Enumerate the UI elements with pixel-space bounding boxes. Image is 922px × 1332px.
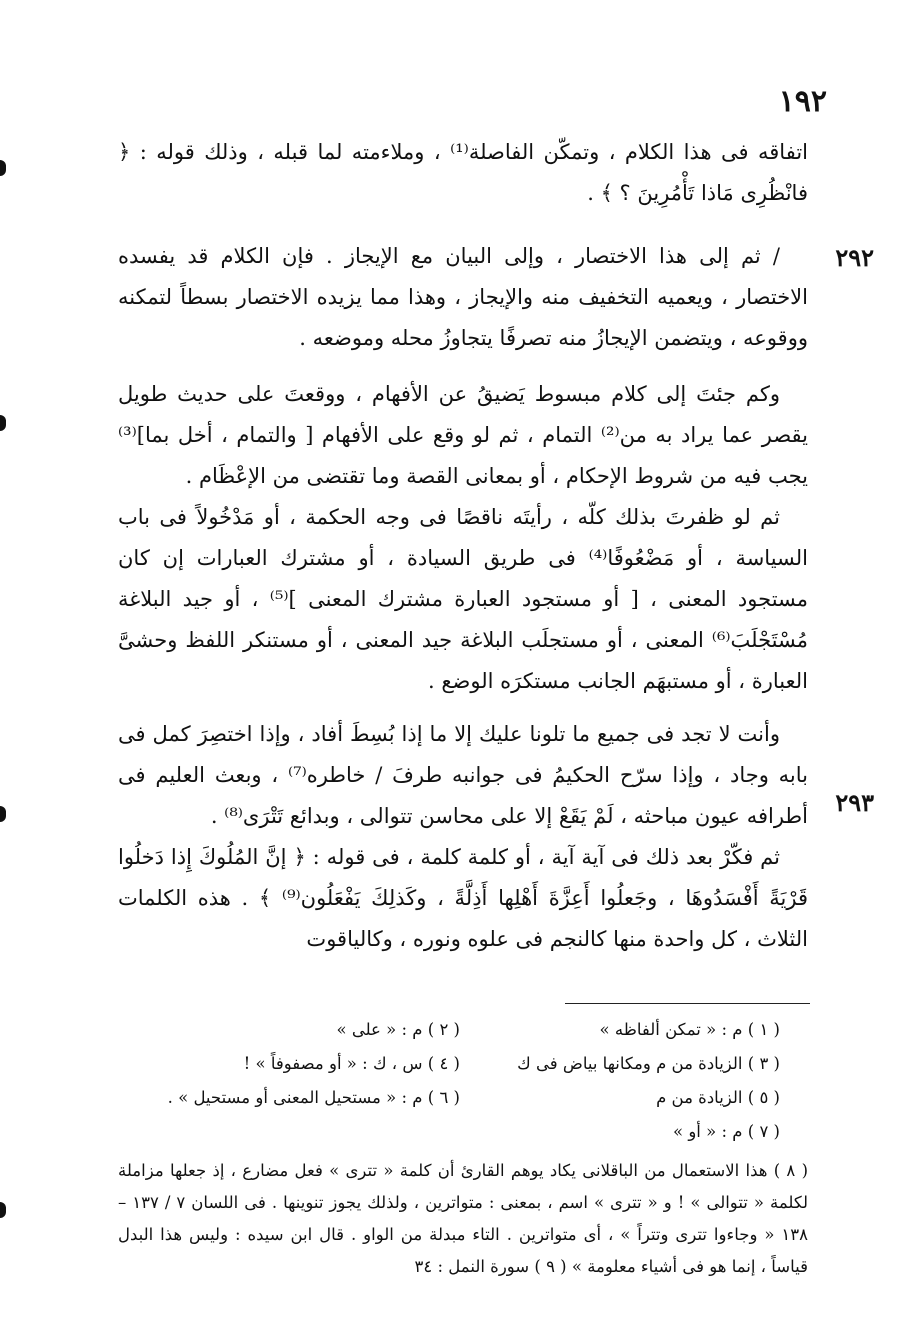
footnote: ( ٢ ) م : « على » [336, 1020, 460, 1039]
paragraph: ثم لو ظفرتَ بذلك كلّه ، رأيتَه ناقصًا فى وجه الحكمة ، أو مَدْخُولاً فى باب السياسة ، أو مَضْعُوفًا⁽⁴⁾ فى طريق السيادة ، أو مشترك العبارات إن كان مستجود المعنى ، [ أو مستجود العبارة مشترك المعنى ]⁽⁵⁾ ، أو جيد البلاغة مُسْتَجْلَبَ⁽⁶⁾ المعنى ، أو مستجلَب البلاغة جيد المعنى ، أو مستنكر اللفظ وحشىَّ العبارة ، أو مستبهَم الجانب مستكرَه الوضع . [118, 505, 809, 693]
paragraph: وأنت لا تجد فى جميع ما تلونا عليك إلا ما إذا بُسِطَ أفاد ، وإذا اختصِرَ كمل فى بابه وجاد ، وإذا سرّح الحكيمُ فى جوانبه طرفَ / خاطره⁽⁷⁾ ، وبعث العليم فى أطرافه عيون مباحثه ، لَمْ يَقَعْ إلا على محاسن تتوالى ، وبدائع تَتْرَى⁽⁸⁾ . [118, 722, 809, 828]
footnote: ( ٣ ) الزيادة من م ومكانها بياض فى ك [517, 1054, 780, 1073]
footnote-row [140, 1115, 780, 1149]
footnote-row [140, 1013, 780, 1047]
footnotes-short [140, 1013, 780, 1149]
footnote-separator [565, 1003, 810, 1004]
paragraph: وكم جئتَ إلى كلام مبسوط يَضيقُ عن الأفهام ، ووقعتَ على حديث طويل يقصر عما يراد به من⁽²⁾ التمام ، ثم لو وقع على الأفهام [ والتمام ، أخل بما]⁽³⁾ يجب فيه من شروط الإحكام ، أو بمعانى القصة وما تقتضى من الإعْظَام . [118, 382, 809, 488]
footnote: ( ١ ) م : « تمكن ألفاظه » [599, 1020, 780, 1039]
footnote: ( ٨ ) هذا الاستعمال من الباقلانى يكاد يوهم القارئ أن كلمة « تترى » فعل مضارع ، إذ جعلها مزاملة لكلمة « تتوالى » ! و « تترى » اسم ، بمعنى : متواترين ، ولذلك يجوز تنوينها . فى اللسان ٧ / ١٣٧ – ١٣٨ « وجاءوا تترى وتتراً » ، أى متواترين . التاء مبدلة من الواو . قال ابن سيده : وليس هذا البدل قياساً ، إنما هو فى أشياء معلومة » ( ٩ ) سورة النمل : ٣٤ [118, 1161, 809, 1276]
scan-edge-mark [0, 415, 6, 431]
paragraph-block [118, 236, 808, 359]
paragraph: / ثم إلى هذا الاختصار ، وإلى البيان مع الإيجاز . فإن الكلام قد يفسده الاختصار ، ويعميه التخفيف منه والإيجاز ، وهذا مما يزيده الاختصار بسطاً لتمكنه ووقوعه ، ويتضمن الإيجازُ منه تصرفًا يتجاوزُ محله وموضعه . [118, 244, 808, 350]
paragraph-block [118, 132, 808, 214]
scan-edge-mark [0, 1202, 6, 1218]
page-number: ١٩٢ [778, 84, 827, 119]
footnote [140, 1115, 460, 1149]
footnote: ( ٥ ) الزيادة من م [656, 1088, 780, 1107]
footnote-row [140, 1081, 780, 1115]
paragraph-block [118, 374, 808, 702]
scan-edge-mark [0, 160, 6, 176]
paragraph: اتفاقه فى هذا الكلام ، وتمكّن الفاصلة⁽¹⁾ ، وملاءمته لما قبله ، وذلك قوله : ﴿ فانْظُرِى مَاذا تَأْمُرِينَ ؟ ﴾ . [118, 140, 809, 205]
paragraph-block [118, 714, 808, 960]
paragraph: ثم فكّرْ بعد ذلك فى آية آية ، أو كلمة كلمة ، فى قوله : ﴿ إنَّ المُلُوكَ إِذا دَخلُوا قَرْيَةً أَفْسَدُوهَا ، وجَعلُوا أَعِزَّةَ أَهْلِها أَذِلَّةً ، وكَذلِكَ يَفْعَلُون⁽⁹⁾ ﴾ . هذه الكلمات الثلاث ، كل واحدة منها كالنجم فى علوه ونوره ، وكالياقوت [118, 845, 809, 951]
footnote-row [140, 1047, 780, 1081]
footnote-long [118, 1155, 808, 1283]
footnote: ( ٤ ) س ، ك : « أو مصفوفاً » ! [243, 1054, 460, 1073]
section-number: ٢٩٣ [835, 788, 874, 817]
footnote: ( ٦ ) م : « مستحيل المعنى أو مستحيل » . [167, 1088, 460, 1107]
scan-edge-mark [0, 806, 6, 822]
section-number: ٢٩٢ [835, 243, 874, 272]
footnote: ( ٧ ) م : « أو » [673, 1122, 780, 1141]
